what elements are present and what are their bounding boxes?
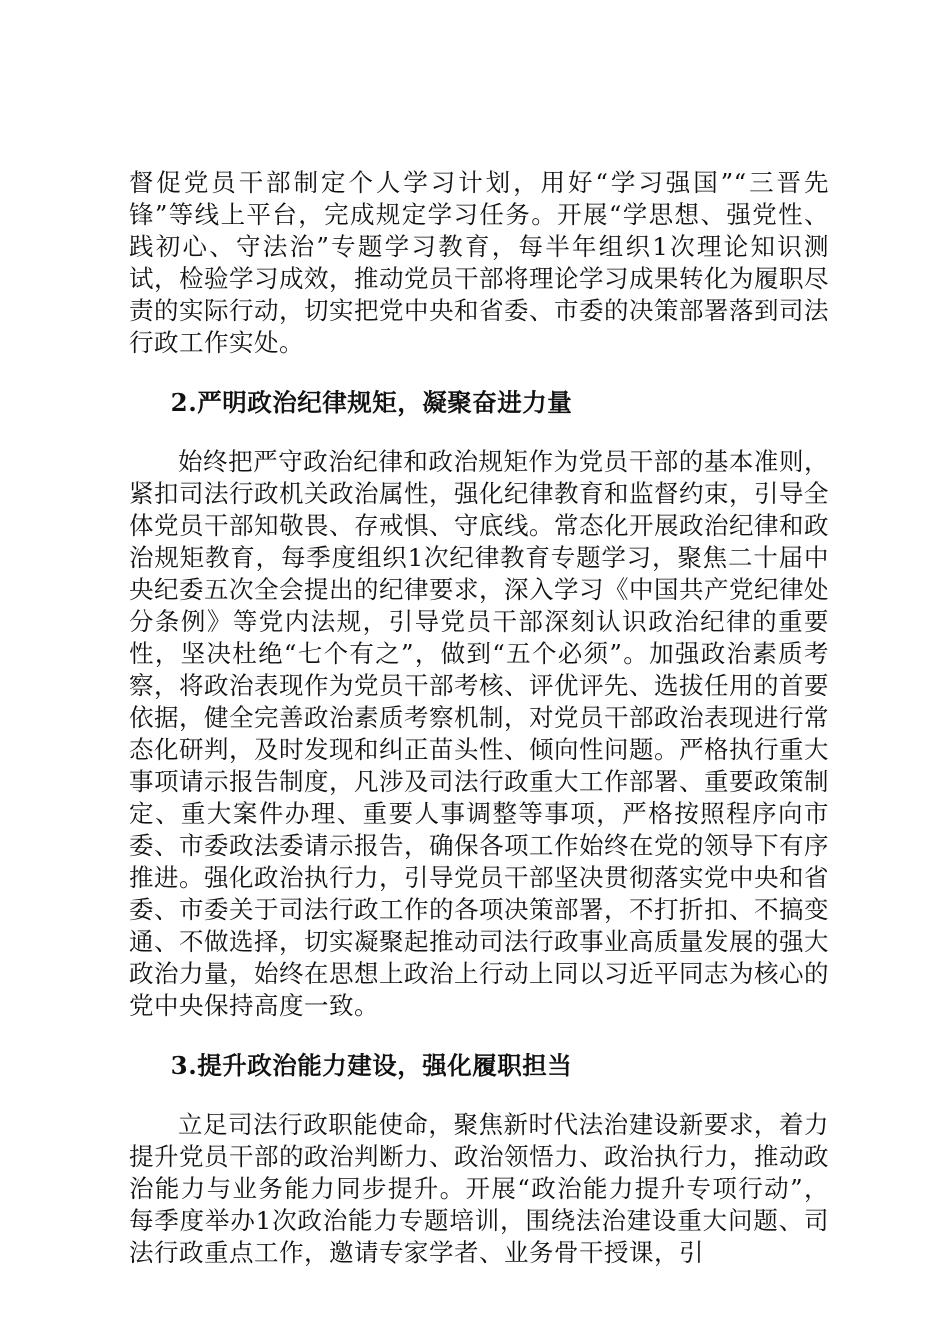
paragraph-capability: 立足司法行政职能使命，聚焦新时代法治建设新要求，着力提升党员干部的政治判断力、政治领悟力、政治执行力，推动政治能力与业务能力同步提升。开展“政治能力提升专项行动”，每季度举办1次政治能力专题培训，围绕法治建设重大问题、司法行政重点工作，邀请专家学者、业务骨干授课，引 xyxy=(129,1110,829,1267)
section-heading-capability: 3.提升政治能力建设，强化履职担当 xyxy=(170,1051,573,1080)
document-body xyxy=(129,167,829,1269)
section-heading-discipline: 2.严明政治纪律规矩，凝聚奋进力量 xyxy=(170,388,573,417)
paragraph-study-plan: 督促党员干部制定个人学习计划，用好“学习强国”“三晋先锋”等线上平台，完成规定学习任务。开展“学思想、强党性、践初心、守法治”专题学习教育，每半年组织1次理论知识测试，检验学习成效，推动党员干部将理论学习成果转化为履职尽责的实际行动，切实把党中央和省委、市委的决策部署落到司法行政工作实处。 xyxy=(129,168,829,357)
paragraph-discipline: 始终把严守政治纪律和政治规矩作为党员干部的基本准则，紧扣司法行政机关政治属性，强化纪律教育和监督约束，引导全体党员干部知敬畏、存戒惧、守底线。常态化开展政治纪律和政治规矩教育，每季度组织1次纪律教育专题学习，聚焦二十届中央纪委五次全会提出的纪律要求，深入学习《中国共产党纪律处分条例》等党内法规，引导党员干部深刻认识政治纪律的重要性，坚决杜绝“七个有之”，做到“五个必须”。加强政治素质考察，将政治表现作为党员干部考核、评优评先、选拔任用的首要依据，健全完善政治素质考察机制，对党员干部政治表现进行常态化研判，及时发现和纠正苗头性、倾向性问题。严格执行重大事项请示报告制度，凡涉及司法行政重大工作部署、重要政策制定、重大案件办理、重要人事调整等事项，严格按照程序向市委、市委政法委请示报告，确保各项工作始终在党的领导下有序推进。强化政治执行力，引导党员干部坚决贯彻落实党中央和省委、市委关于司法行政工作的各项决策部署，不打折扣、不搞变通、不做选择，切实凝聚起推动司法行政事业高质量发展的强大政治力量，始终在思想上政治上行动上同以习近平同志为核心的党中央保持高度一致。 xyxy=(129,447,829,1020)
